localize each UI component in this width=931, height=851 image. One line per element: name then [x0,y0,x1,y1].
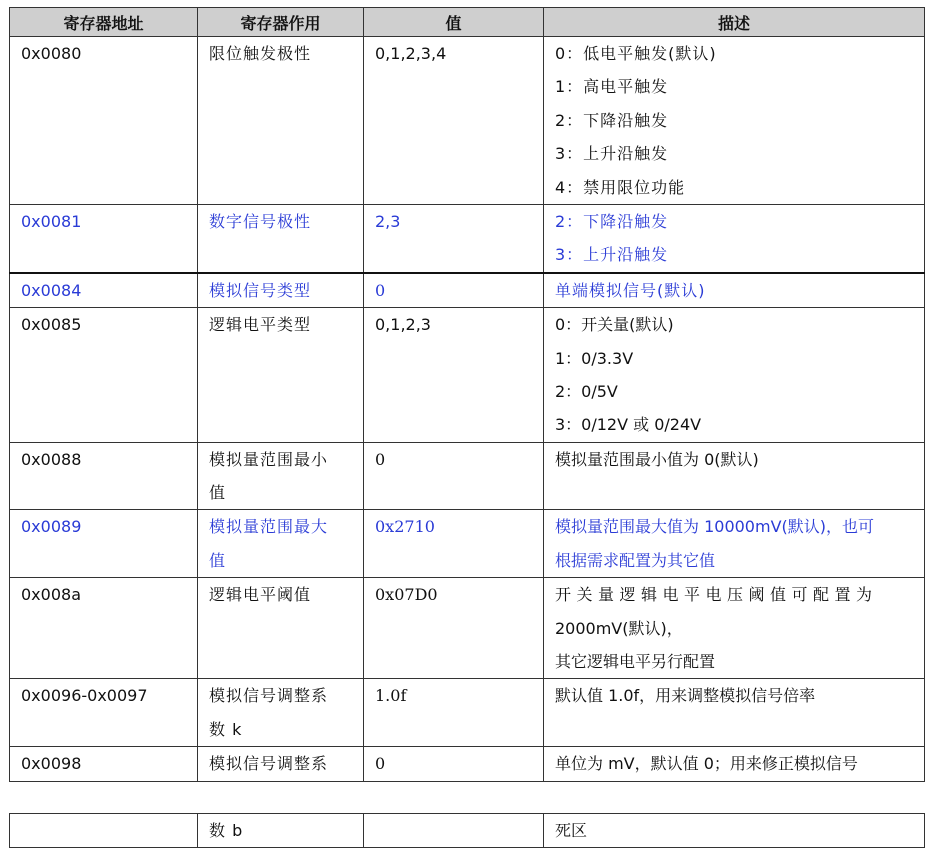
cell-value: 0 [364,747,544,781]
cell-value: 0 [364,273,544,308]
cell-function: 模拟信号类型 [198,273,364,308]
cell-function: 限位触发极性 [198,37,364,205]
table-row [10,814,925,848]
cell-description: 默认值 1.0f，用来调整模拟信号倍率 [544,679,925,747]
cell-function: 逻辑电平阈值 [198,578,364,679]
header-description: 描述 [544,8,925,37]
cell-value: 0 [364,442,544,510]
table-row [10,747,925,781]
table-row [10,510,925,578]
header-row [10,8,925,37]
cell-value: 0x07D0 [364,578,544,679]
cell-description: 2：下降沿触发 3：上升沿触发 [544,204,925,272]
header-function: 寄存器作用 [198,8,364,37]
cell-function: 数字信号极性 [198,204,364,272]
cell-address: 0x008a [10,578,198,679]
cell-value [364,814,544,848]
cell-description: 0：低电平触发(默认) 1：高电平触发 2：下降沿触发 3：上升沿触发 4：禁用限位功能 [544,37,925,205]
cell-address: 0x0084 [10,273,198,308]
cell-value: 0,1,2,3,4 [364,37,544,205]
cell-address: 0x0080 [10,37,198,205]
table-row [10,679,925,747]
cell-description: 单位为 mV，默认值 0；用来修正模拟信号 [544,747,925,781]
table-row [10,204,925,272]
cell-value: 0x2710 [364,510,544,578]
table-row [10,37,925,205]
table-row [10,308,925,443]
cell-function: 数 b [198,814,364,848]
table-row [10,442,925,510]
cell-description: 开关量逻辑电平电压阈值可配置为 2000mV(默认)， 其它逻辑电平另行配置 [544,578,925,679]
cell-address: 0x0098 [10,747,198,781]
header-address: 寄存器地址 [10,8,198,37]
cell-address [10,814,198,848]
cell-function: 模拟信号调整系 [198,747,364,781]
cell-address: 0x0088 [10,442,198,510]
table-row [10,578,925,679]
cell-address: 0x0085 [10,308,198,443]
cell-address: 0x0096-0x0097 [10,679,198,747]
register-table [9,7,925,782]
register-table-continuation [9,813,925,848]
cell-description: 模拟量范围最大值为 10000mV(默认)，也可 根据需求配置为其它值 [544,510,925,578]
cell-value: 2,3 [364,204,544,272]
cell-function: 模拟量范围最大 值 [198,510,364,578]
cell-description: 模拟量范围最小值为 0(默认) [544,442,925,510]
cell-value: 1.0f [364,679,544,747]
cell-function: 模拟信号调整系 数 k [198,679,364,747]
cell-description: 单端模拟信号(默认) [544,273,925,308]
cell-description: 0：开关量(默认) 1：0/3.3V 2：0/5V 3：0/12V 或 0/24V [544,308,925,443]
table-row [10,273,925,308]
cell-address: 0x0089 [10,510,198,578]
cell-function: 模拟量范围最小 值 [198,442,364,510]
header-value: 值 [364,8,544,37]
cell-value: 0,1,2,3 [364,308,544,443]
cell-description: 死区 [544,814,925,848]
cell-function: 逻辑电平类型 [198,308,364,443]
cell-address: 0x0081 [10,204,198,272]
